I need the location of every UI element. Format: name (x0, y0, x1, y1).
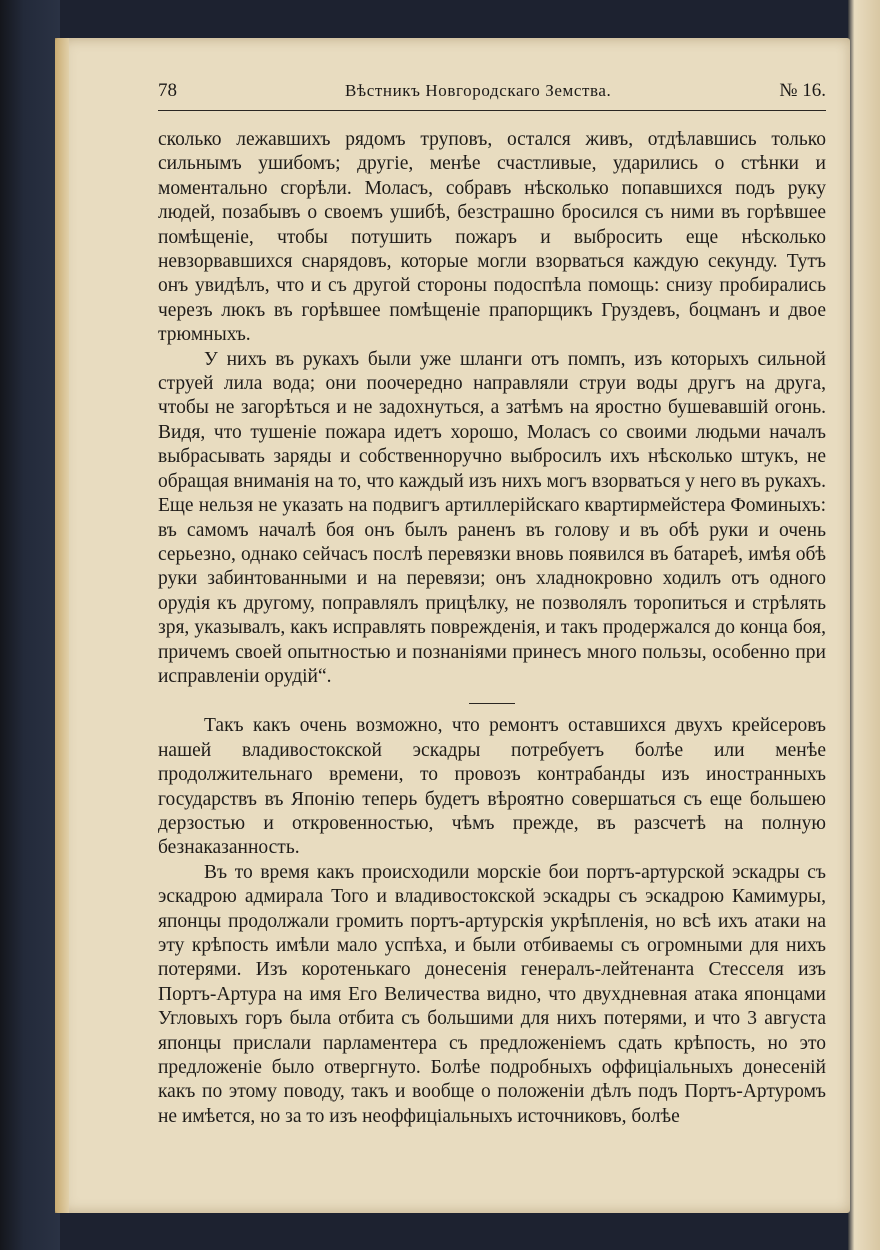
book-cover-left (0, 0, 60, 1250)
paragraph: У нихъ въ рукахъ были уже шланги отъ помпъ, изъ которыхъ сильной струей лила вода; они поочередно направляли струи воды другъ на друга, чтобы не загорѣться и не задохнуться, а затѣмъ на яростно бушевавшій огонь. Видя, что тушеніе пожара идетъ хорошо, Моласъ со своими людьми началъ выбрасывать заряды и собственноручно выбросилъ ихъ нѣсколько штукъ, не обращая вниманія на то, что каждый изъ нихъ могъ взорваться у него въ рукахъ. Еще нельзя не указать на подвигъ артиллерійскаго квартирмейстера Фоминыхъ: въ самомъ началѣ боя онъ былъ раненъ въ голову и въ обѣ руки и очень серьезно, однако сейчасъ послѣ перевязки вновь появился въ батареѣ, имѣя обѣ руки забинтованными и на перевязи; онъ хладнокровно ходилъ отъ одного орудія къ другому, поправлялъ прицѣлку, не позволялъ торопиться и стрѣлять зря, указывалъ, какъ исправлять поврежденія, и такъ продержался до конца боя, причемъ своей опытностью и познаніями принесъ много пользы, особенно при исправленіи орудій“. (158, 348, 826, 687)
page-gutter (55, 38, 69, 1213)
paragraph: Такъ какъ очень возможно, что ремонтъ оставшихся двухъ крейсеровъ нашей владивостокской эскадры потребуетъ болѣе или менѣе продолжительнаго времени, то провозъ контрабанды изъ иностранныхъ государствъ въ Японію теперь будетъ вѣроятно совершаться съ еще большею дерзостью и откровенностью, чѣмъ прежде, въ разсчетѣ на полную безнаказанность. (158, 715, 826, 859)
issue-number: № 16. (779, 80, 826, 101)
section-separator (469, 703, 515, 704)
journal-title: Вѣстникъ Новгородскаго Земства. (344, 81, 612, 100)
page-body (158, 128, 826, 1129)
paragraph-continued: сколько лежавшихъ рядомъ труповъ, остался живъ, отдѣлавшись только сильнымъ ушибомъ; другіе, менѣе счастливые, ударились о стѣнки и моментально сгорѣли. Моласъ, собравъ нѣсколько попавшихся подъ руку людей, позабывъ о своемъ ушибѣ, безстрашно бросился съ ними въ горѣвшее помѣщеніе, чтобы потушить пожаръ и выбросить еще нѣсколько невзорвавшихся снарядовъ, которые могли взорваться каждую секунду. Тутъ онъ увидѣлъ, что и съ другой стороны подоспѣла помощь: снизу пробирались черезъ люкъ въ горѣвшее помѣщеніе прапорщикъ Груздевъ, боцманъ и двое трюмныхъ. (158, 129, 826, 346)
book-cover-right (848, 0, 880, 1250)
page-number: 78 (158, 80, 177, 101)
running-header (158, 80, 826, 111)
paragraph: Въ то время какъ происходили морскіе бои портъ-артурской эскадры съ эскадрою адмирала Того и владивостокской эскадры съ эскадрою Камимуры, японцы продолжали громить портъ-артурскія укрѣпленія, но всѣ ихъ атаки на эту крѣпость имѣли мало успѣха, и были отбиваемы съ огромными для нихъ потерями. Изъ коротенькаго донесенія генералъ-лейтенанта Стесселя изъ Портъ-Артура на имя Его Величества видно, что двухдневная атака японцами Угловыхъ горъ была отбита съ большими для нихъ потерями, и что 3 августа японцы прислали парламентера съ предложеніемъ сдать крѣпость, но это предложеніе было отвергнуто. Болѣе подробныхъ оффиціальныхъ донесеній какъ по этому поводу, такъ и вообще о положеніи дѣлъ подъ Портъ-Артуромъ не имѣется, но за то изъ неоффиціальныхъ источниковъ, болѣе (158, 861, 826, 1127)
